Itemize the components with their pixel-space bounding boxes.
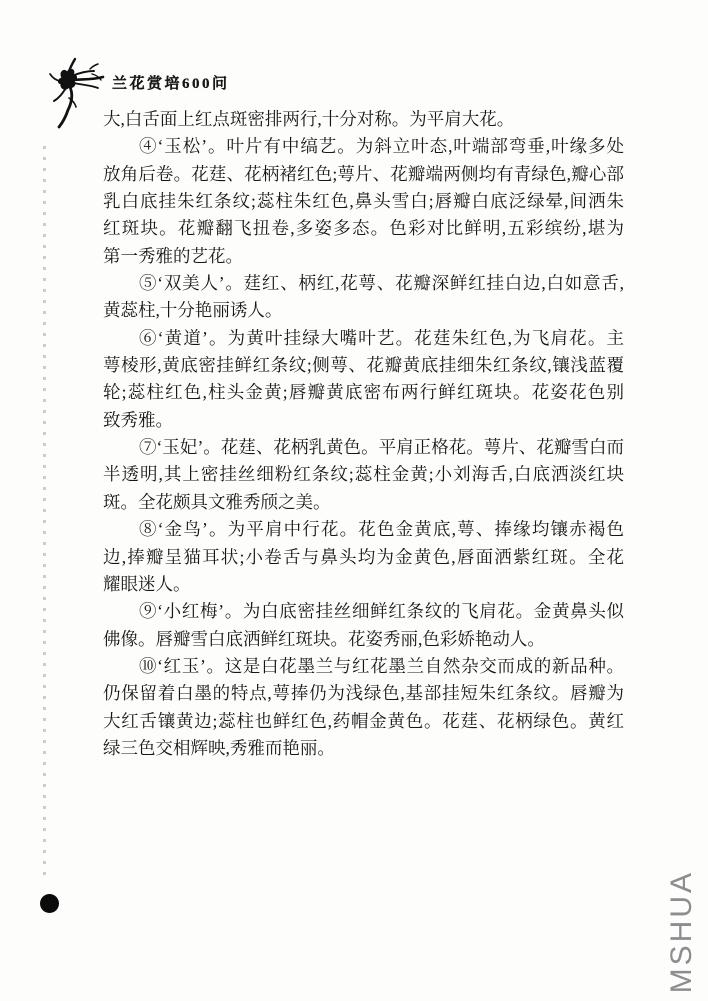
text-line: 红斑块。花瓣翻飞扭卷,多姿多态。色彩对比鲜明,五彩缤纷,堪为	[103, 218, 624, 239]
text-line: 绿三色交相辉映,秀雅而艳丽。	[103, 737, 335, 758]
text-line: 轮;蕊柱红色,柱头金黄;唇瓣黄底密布两行鲜红斑块。花姿花色别	[103, 382, 624, 403]
text-line: 仍保留着白墨的特点,萼捧仍为浅绿色,基部挂短朱红条纹。唇瓣为	[103, 683, 624, 704]
text-line: 半透明,其上密挂丝细粉红条纹;蕊柱金黄;小刘海舌,白底洒淡红块	[103, 464, 624, 485]
text-line: 大红舌镶黄边;蕊柱也鲜红色,药帽金黄色。花莛、花柄绿色。黄红	[103, 710, 624, 731]
text-line: 萼棱形,黄底密挂鲜红条纹;侧萼、花瓣黄底挂细朱红条纹,镶浅蓝覆	[103, 355, 624, 376]
text-line: ⑩‘红玉’。这是白花墨兰与红花墨兰自然杂交而成的新品种。	[139, 655, 624, 676]
body-text	[103, 106, 624, 762]
text-line: 乳白底挂朱红条纹;蕊柱朱红色,鼻头雪白;唇瓣白底泛绿晕,间洒朱	[103, 191, 624, 212]
text-line: ⑨‘小红梅’。为白底密挂丝细鲜红条纹的飞肩花。金黄鼻头似	[139, 601, 624, 622]
scan-binding-marks	[43, 146, 46, 882]
text-line: 黄蕊柱,十分艳丽诱人。	[103, 300, 283, 321]
text-line: 边,捧瓣呈猫耳状;小卷舌与鼻头均为金黄色,唇面洒紫红斑。全花	[103, 546, 624, 567]
text-line: 放角后卷。花莛、花柄褚红色;萼片、花瓣端两侧均有青绿色,瓣心部	[103, 163, 624, 184]
text-line: ⑦‘玉妃’。花莛、花柄乳黄色。平肩正格花。萼片、花瓣雪白而	[139, 437, 624, 458]
watermark-text: MSHUA	[665, 869, 698, 993]
text-line: ⑤‘双美人’。莛红、柄红,花萼、花瓣深鲜红挂白边,白如意舌,	[139, 273, 624, 294]
text-line: 大,白舌面上红点斑密排两行,十分对称。为平肩大花。	[103, 109, 515, 129]
text-line: 致秀雅。	[103, 409, 173, 430]
page-header-title: 兰花赏培600问	[112, 76, 230, 92]
text-line: ⑧‘金鸟’。为平肩中行花。花色金黄底,萼、捧缘均镶赤褐色	[139, 519, 624, 540]
text-line: 斑。全花颇具文雅秀颀之美。	[103, 491, 331, 512]
page-dot	[40, 894, 59, 913]
text-line: 耀眼迷人。	[103, 573, 191, 594]
text-line: ⑥‘黄道’。为黄叶挂绿大嘴叶艺。花莛朱红色,为飞肩花。主	[139, 327, 624, 348]
text-line: ④‘玉松’。叶片有中缟艺。为斜立叶态,叶端部弯垂,叶缘多处	[139, 136, 624, 157]
text-line: 佛像。唇瓣雪白底洒鲜红斑块。花姿秀丽,色彩娇艳动人。	[103, 628, 545, 649]
text-line: 第一秀雅的艺花。	[103, 245, 243, 266]
